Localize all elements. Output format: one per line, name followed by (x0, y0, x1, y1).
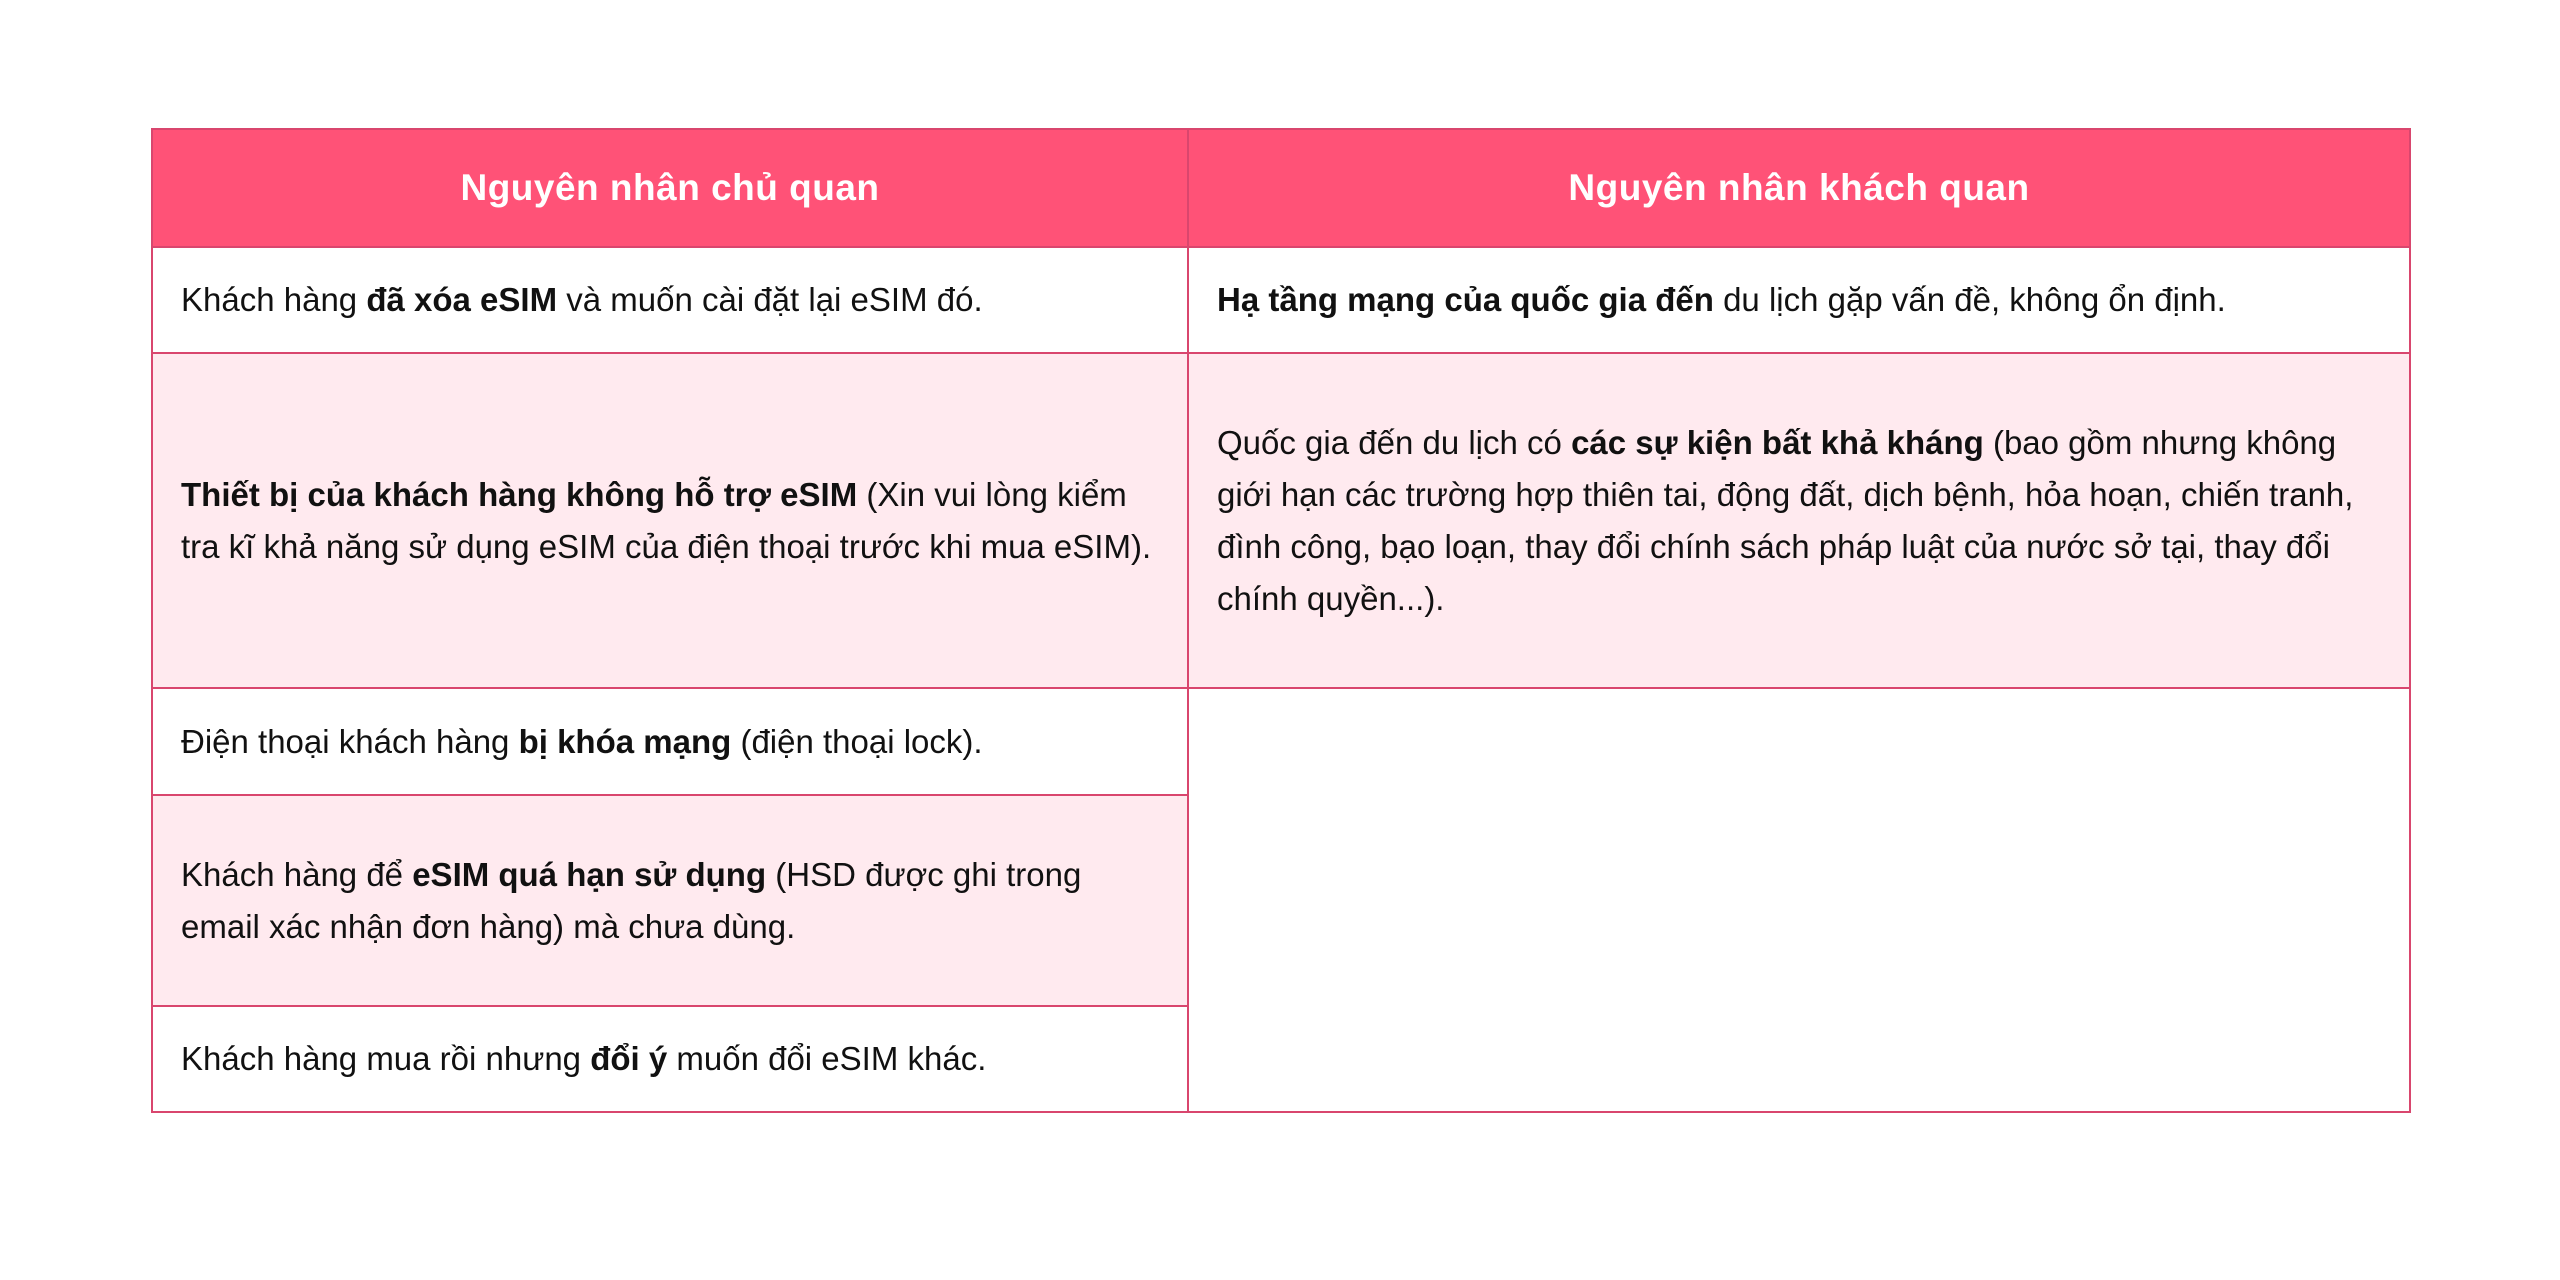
cell-text-plain: (điện thoại lock). (731, 722, 983, 760)
cell-text-plain: Khách hàng để (181, 855, 413, 893)
table-row (152, 247, 2410, 353)
cell-text-plain: Khách hàng mua rồi nhưng (181, 1040, 591, 1077)
cell-text-plain: Quốc gia đến du lịch có (1217, 423, 1572, 461)
cell-text-plain: (HSD được ghi trong email xác nhận đơn hàng) mà chưa dùng. (181, 855, 1082, 945)
subjective-cause-cell (152, 353, 1188, 688)
table-header-row (152, 129, 2410, 247)
table-row (152, 353, 2410, 688)
cell-text-bold: eSIM quá hạn sử dụng (412, 855, 767, 893)
cell-text-plain: Điện thoại khách hàng (181, 722, 519, 760)
cell-text-bold: bị khóa mạng (518, 722, 732, 760)
subjective-cause-cell (152, 688, 1188, 795)
subjective-cause-cell (152, 1006, 1188, 1112)
header-subjective-causes: Nguyên nhân chủ quan (152, 129, 1188, 247)
objective-empty-merged-cell (1188, 688, 2410, 1112)
cell-text-bold: các sự kiện bất khả kháng (1571, 423, 1984, 461)
cell-text-plain: (Xin vui lòng kiểm tra kĩ khả năng sử dụng eSIM của điện thoại trước khi mua eSIM). (181, 475, 1152, 565)
subjective-cause-cell (152, 795, 1188, 1006)
causes-table-container (151, 128, 2409, 1113)
causes-table (151, 128, 2411, 1113)
cell-text-bold: Hạ tầng mạng của quốc gia đến (1217, 281, 1714, 318)
cell-text-bold: Thiết bị của khách hàng không hỗ trợ eSIM (181, 475, 858, 513)
objective-cause-cell (1188, 247, 2410, 353)
table-row (152, 688, 2410, 795)
cell-text-plain: và muốn cài đặt lại eSIM đó. (557, 281, 983, 318)
cell-text-plain: muốn đổi eSIM khác. (667, 1040, 987, 1077)
header-objective-causes: Nguyên nhân khách quan (1188, 129, 2410, 247)
cell-text-plain: (bao gồm nhưng không giới hạn các trường hợp thiên tai, động đất, dịch bệnh, hỏa hoạn, chiến tranh, đình công, bạo loạn, thay đổi chính sách pháp luật của nước sở tại, thay đổi chính quyền...). (1217, 423, 2354, 617)
cell-text-bold: đổi ý (590, 1040, 668, 1077)
objective-cause-cell (1188, 353, 2410, 688)
cell-text-plain: du lịch gặp vấn đề, không ổn định. (1713, 281, 2226, 318)
cell-text-plain: Khách hàng (181, 281, 367, 318)
cell-text-bold: đã xóa eSIM (366, 281, 558, 318)
subjective-cause-cell (152, 247, 1188, 353)
